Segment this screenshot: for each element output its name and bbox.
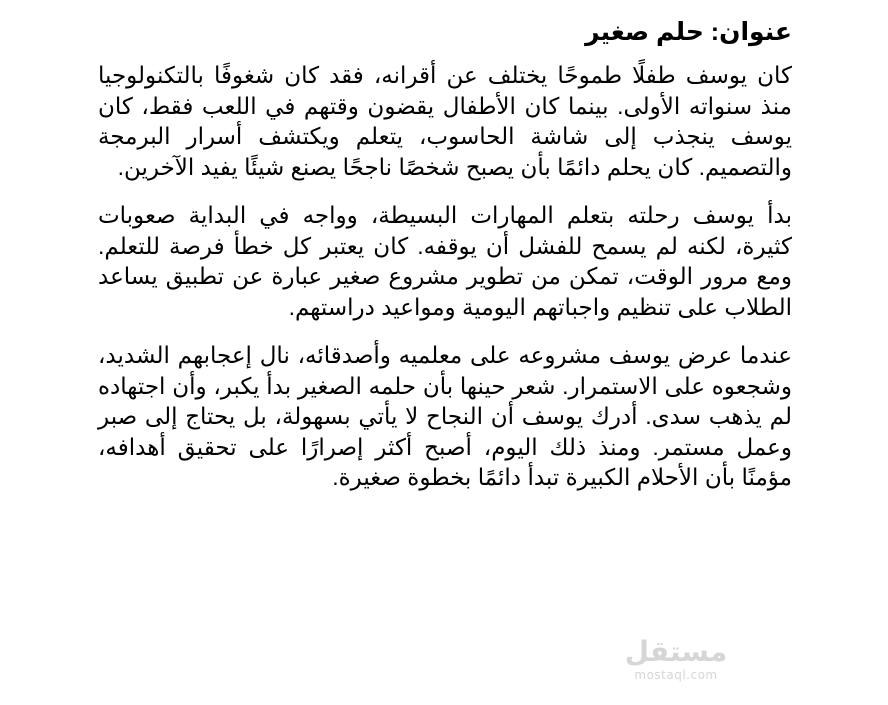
document-title: عنوان: حلم صغير — [585, 18, 792, 46]
paragraph-1: كان يوسف طفلًا طموحًا يختلف عن أقرانه، فقد كان شغوفًا بالتكنولوجيا منذ سنواته الأولى. بينما كان الأطفال يقضون وقتهم في اللعب فقط، كان يوسف ينجذب إلى شاشة الحاسوب، يتعلم ويكتشف أسرار البرمجة والتصميم. كان يحلم دائمًا بأن يصبح شخصًا ناجحًا يصنع شيئًا يفيد الآخرين. — [98, 62, 792, 180]
watermark-url: mostaql.com — [634, 668, 718, 682]
mostaql-watermark — [616, 636, 736, 682]
paragraph-3: عندما عرض يوسف مشروعه على معلميه وأصدقائه، نال إعجابهم الشديد، وشجعوه على الاستمرار. شعر حينها بأن حلمه الصغير بدأ يكبر، وأن اجتهاده لم يذهب سدى. أدرك يوسف أن النجاح لا يأتي بسهولة، بل يحتاج إلى صبر وعمل مستمر. ومنذ ذلك اليوم، أصبح أكثر إصرارًا على تحقيق أهدافه، مؤمنًا بأن الأحلام الكبيرة تبدأ دائمًا بخطوة صغيرة. — [98, 342, 792, 490]
paragraph-2: بدأ يوسف رحلته بتعلم المهارات البسيطة، وواجه في البداية صعوبات كثيرة، لكنه لم يسمح للفشل أن يوقفه. كان يعتبر كل خطأ فرصة للتعلم. ومع مرور الوقت، تمكن من تطوير مشروع صغير عبارة عن تطبيق يساعد الطلاب على تنظيم واجباتهم اليومية ومواعيد دراستهم. — [98, 202, 792, 320]
document-body — [98, 12, 792, 511]
watermark-logo: مستقل — [624, 635, 728, 668]
